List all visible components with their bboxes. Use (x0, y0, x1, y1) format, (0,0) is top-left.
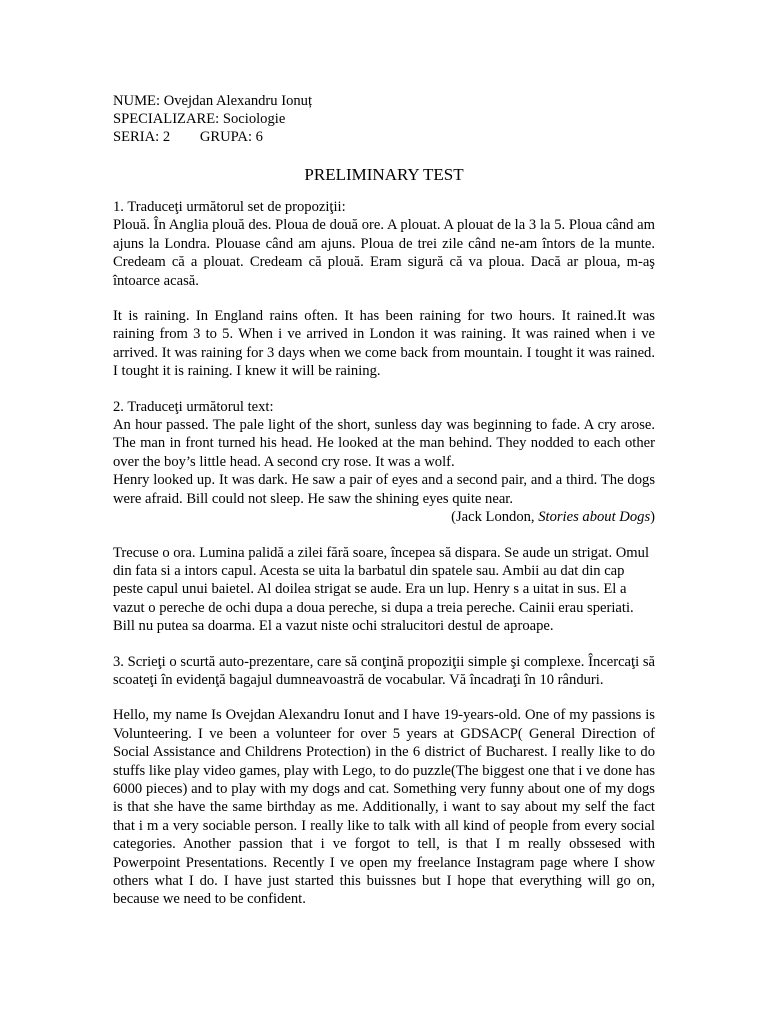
page-title: PRELIMINARY TEST (304, 165, 464, 184)
series-value: 2 (162, 129, 171, 145)
specialization-value: Sociologie (222, 111, 286, 127)
specialization-line (113, 110, 655, 128)
question-1-source-text: Plouă. În Anglia plouă des. Ploua de două ore. A plouat. A plouat de la 3 la 5. Ploua când am ajuns la Londra. Plouase când am ajuns. Ploua de trei zile când ne-am întors de la munte. Credeam că a plouat. Credeam că plouă. Eram sigură că va ploua. Dacă ar ploua, m-aş întoarce acasă. (113, 217, 655, 289)
question-3-answer: Hello, my name Is Ovejdan Alexandru Ionut and I have 19-years-old. One of my passions is Volunteering. I ve been a volunteer for over 5 years at GDSACP( General Direction of Social Assistance and Childrens Protection) in the 6 district of Bucharest. I really like to do stuffs like play video games, play with Lego, to do puzzle(The biggest one that i ve done has 6000 pieces) and to play with my dogs and cat. Something very funny about one of my dogs is that she have the same birthday as me. Additionally, i want to say about my self the fact that i m a very sociable person. I really like to talk with all kind of people from every social categories. Another passion that i ve forgot to tell, is that I m really obssesed with Powerpoint Presentations. Recently I ve open my freelance Instagram page where I show others what I do. I have just started this buissnes but I hope that everything will go on, because we need to be confident. (113, 707, 655, 908)
question-1: 1. Traduceţi următorul set de propoziţii: (113, 199, 346, 215)
question-2: 2. Traduceţi următorul text: (113, 398, 274, 415)
name-line (113, 92, 655, 110)
citation-title: Stories about Dogs (538, 509, 651, 526)
group-label: GRUPA: (199, 129, 253, 145)
specialization-label: SPECIALIZARE: (113, 111, 220, 127)
citation-close: ) (650, 509, 655, 526)
name-value: Ovejdan Alexandru Ionuț (163, 93, 313, 109)
citation-author: (Jack London, (451, 509, 539, 526)
citation (113, 508, 655, 526)
question-2-answer: Trecuse o ora. Lumina palidă a zilei fără soare, începea să dispara. Se aude un strigat. Omul din fata si a intors capul. Acesta se uita la barbatul din spatele sau. Ambii au dat din cap peste capul unui baietel. Al doilea strigat se aude. Era un lup. Henry s a uitat in sus. El a vazut o pereche de ochi dupa a doua pereche, si dupa a treia pereche. Cainii erau speriati. Bill nu putea sa doarma. El a vazut niste ochi stralucitori destul de aproape. (113, 544, 649, 635)
series-label: SERIA: (113, 129, 160, 145)
name-label: NUME: (113, 93, 161, 109)
question-2-text-paragraph-2: Henry looked up. It was dark. He saw a pair of eyes and a second pair, and a third. The dogs were afraid. Bill could not sleep. He saw the shining eyes quite near. (113, 472, 655, 507)
series-group-line (113, 128, 655, 146)
question-3: 3. Scrieţi o scurtă auto-prezentare, care să conţină propoziţii simple şi complexe. Încercaţi să scoateţi în evidenţă bagajul dumneavoastră de vocabular. Vă încadraţi în 10 rânduri. (113, 653, 655, 688)
group-value: 6 (255, 129, 263, 145)
document-page (113, 92, 655, 909)
question-2-text-paragraph-1: An hour passed. The pale light of the short, sunless day was beginning to fade. A cry arose. The man in front turned his head. He looked at the man behind. They nodded to each other over the boy’s little head. A second cry rose. It was a wolf. (113, 417, 655, 470)
question-1-answer: It is raining. In England rains often. It has been raining for two hours. It rained.It was raining from 3 to 5. When i ve arrived in London it was raining. It was rained when i ve arrived. It was raining for 3 days when we come back from mountain. I tought it was rained. I tought it is raining. I knew it will be raining. (113, 308, 655, 380)
